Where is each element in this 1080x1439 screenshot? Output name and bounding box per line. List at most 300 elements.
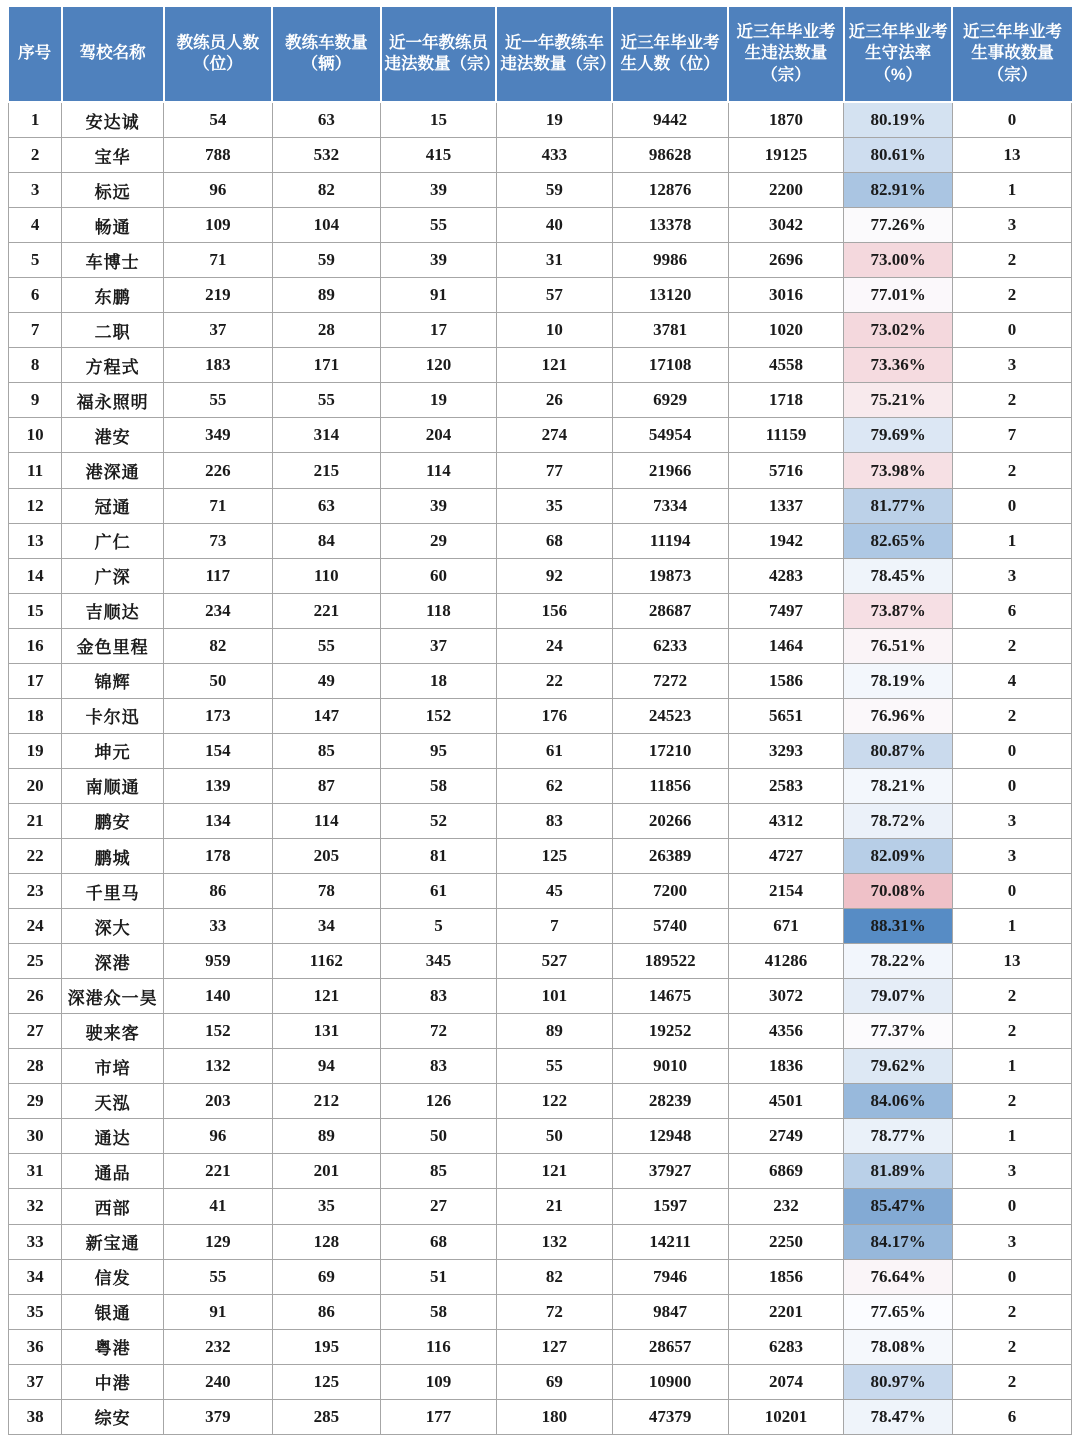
- cell-graduate-compliance-rate-3yr: 77.65%: [844, 1294, 952, 1329]
- cell-instructor-violations-1yr: 72: [381, 1014, 497, 1049]
- table-row: [9, 138, 1072, 173]
- cell-graduate-violations-3yr: 2201: [728, 1294, 844, 1329]
- table-row: [9, 523, 1072, 558]
- cell-serial-number: 22: [9, 839, 62, 874]
- cell-graduate-violations-3yr: 11159: [728, 418, 844, 453]
- cell-training-car-count: 221: [272, 593, 380, 628]
- cell-instructor-count: 132: [164, 1049, 272, 1084]
- cell-car-violations-1yr: 50: [496, 1119, 612, 1154]
- cell-graduates-3yr: 6233: [612, 628, 728, 663]
- cell-graduates-3yr: 10900: [612, 1364, 728, 1399]
- cell-graduate-accidents-3yr: 4: [952, 663, 1071, 698]
- cell-car-violations-1yr: 10: [496, 313, 612, 348]
- column-header-training-car-count: 教练车数量（辆）: [272, 6, 380, 102]
- cell-graduate-compliance-rate-3yr: 80.97%: [844, 1364, 952, 1399]
- cell-school-name: 新宝通: [62, 1224, 164, 1259]
- cell-instructor-violations-1yr: 177: [381, 1399, 497, 1434]
- cell-instructor-count: 152: [164, 1014, 272, 1049]
- table-row: [9, 453, 1072, 488]
- cell-graduate-violations-3yr: 1718: [728, 383, 844, 418]
- cell-graduate-accidents-3yr: 0: [952, 102, 1071, 138]
- cell-instructor-violations-1yr: 39: [381, 243, 497, 278]
- cell-school-name: 吉顺达: [62, 593, 164, 628]
- table-row: [9, 909, 1072, 944]
- cell-graduate-accidents-3yr: 2: [952, 1364, 1071, 1399]
- cell-school-name: 银通: [62, 1294, 164, 1329]
- cell-training-car-count: 55: [272, 383, 380, 418]
- cell-instructor-count: 154: [164, 733, 272, 768]
- table-row: [9, 383, 1072, 418]
- cell-instructor-violations-1yr: 27: [381, 1189, 497, 1224]
- cell-car-violations-1yr: 82: [496, 1259, 612, 1294]
- cell-school-name: 畅通: [62, 208, 164, 243]
- table-header: [9, 6, 1072, 102]
- cell-instructor-violations-1yr: 95: [381, 733, 497, 768]
- cell-graduate-violations-3yr: 1586: [728, 663, 844, 698]
- cell-instructor-count: 96: [164, 173, 272, 208]
- cell-car-violations-1yr: 122: [496, 1084, 612, 1119]
- cell-graduate-compliance-rate-3yr: 70.08%: [844, 874, 952, 909]
- cell-car-violations-1yr: 35: [496, 488, 612, 523]
- cell-serial-number: 26: [9, 979, 62, 1014]
- cell-graduate-accidents-3yr: 2: [952, 453, 1071, 488]
- cell-graduate-compliance-rate-3yr: 80.87%: [844, 733, 952, 768]
- cell-instructor-violations-1yr: 60: [381, 558, 497, 593]
- cell-instructor-violations-1yr: 120: [381, 348, 497, 383]
- cell-graduate-violations-3yr: 41286: [728, 944, 844, 979]
- table-row: [9, 313, 1072, 348]
- table-row: [9, 1399, 1072, 1434]
- cell-training-car-count: 84: [272, 523, 380, 558]
- cell-car-violations-1yr: 127: [496, 1329, 612, 1364]
- cell-car-violations-1yr: 24: [496, 628, 612, 663]
- cell-school-name: 二职: [62, 313, 164, 348]
- cell-school-name: 东鹏: [62, 278, 164, 313]
- cell-graduate-violations-3yr: 3293: [728, 733, 844, 768]
- cell-graduate-violations-3yr: 671: [728, 909, 844, 944]
- cell-instructor-violations-1yr: 118: [381, 593, 497, 628]
- cell-training-car-count: 205: [272, 839, 380, 874]
- cell-graduates-3yr: 14675: [612, 979, 728, 1014]
- column-header-car-violations-1yr: 近一年教练车违法数量（宗）: [496, 6, 612, 102]
- table-row: [9, 348, 1072, 383]
- table-row: [9, 663, 1072, 698]
- table-row: [9, 1294, 1072, 1329]
- cell-serial-number: 32: [9, 1189, 62, 1224]
- cell-instructor-count: 221: [164, 1154, 272, 1189]
- cell-training-car-count: 147: [272, 698, 380, 733]
- cell-graduates-3yr: 12948: [612, 1119, 728, 1154]
- cell-school-name: 综安: [62, 1399, 164, 1434]
- cell-serial-number: 18: [9, 698, 62, 733]
- cell-graduate-accidents-3yr: 0: [952, 733, 1071, 768]
- cell-graduate-compliance-rate-3yr: 79.69%: [844, 418, 952, 453]
- cell-graduates-3yr: 189522: [612, 944, 728, 979]
- cell-training-car-count: 532: [272, 138, 380, 173]
- cell-graduate-accidents-3yr: 1: [952, 1119, 1071, 1154]
- cell-graduate-compliance-rate-3yr: 84.06%: [844, 1084, 952, 1119]
- cell-graduate-accidents-3yr: 3: [952, 803, 1071, 838]
- cell-graduate-accidents-3yr: 13: [952, 944, 1071, 979]
- cell-school-name: 中港: [62, 1364, 164, 1399]
- cell-school-name: 深大: [62, 909, 164, 944]
- cell-instructor-violations-1yr: 114: [381, 453, 497, 488]
- cell-graduate-compliance-rate-3yr: 78.08%: [844, 1329, 952, 1364]
- cell-instructor-count: 55: [164, 383, 272, 418]
- cell-school-name: 深港: [62, 944, 164, 979]
- cell-graduate-accidents-3yr: 0: [952, 488, 1071, 523]
- cell-school-name: 鹏城: [62, 839, 164, 874]
- cell-graduate-accidents-3yr: 3: [952, 208, 1071, 243]
- cell-graduate-compliance-rate-3yr: 78.47%: [844, 1399, 952, 1434]
- cell-graduates-3yr: 9847: [612, 1294, 728, 1329]
- cell-graduate-violations-3yr: 7497: [728, 593, 844, 628]
- cell-car-violations-1yr: 61: [496, 733, 612, 768]
- table-row: [9, 698, 1072, 733]
- cell-graduates-3yr: 13120: [612, 278, 728, 313]
- cell-instructor-violations-1yr: 18: [381, 663, 497, 698]
- cell-car-violations-1yr: 68: [496, 523, 612, 558]
- cell-school-name: 千里马: [62, 874, 164, 909]
- cell-instructor-count: 71: [164, 243, 272, 278]
- cell-serial-number: 20: [9, 768, 62, 803]
- cell-serial-number: 23: [9, 874, 62, 909]
- cell-graduates-3yr: 47379: [612, 1399, 728, 1434]
- cell-graduate-accidents-3yr: 0: [952, 768, 1071, 803]
- cell-instructor-count: 219: [164, 278, 272, 313]
- column-header-graduate-violations-3yr: 近三年毕业考生违法数量（宗）: [728, 6, 844, 102]
- cell-graduate-accidents-3yr: 2: [952, 1329, 1071, 1364]
- column-header-graduate-compliance-rate-3yr: 近三年毕业考生守法率（%）: [844, 6, 952, 102]
- cell-graduate-violations-3yr: 2154: [728, 874, 844, 909]
- cell-serial-number: 19: [9, 733, 62, 768]
- cell-school-name: 标远: [62, 173, 164, 208]
- cell-graduate-violations-3yr: 5716: [728, 453, 844, 488]
- cell-instructor-violations-1yr: 85: [381, 1154, 497, 1189]
- cell-graduate-compliance-rate-3yr: 73.98%: [844, 453, 952, 488]
- table-row: [9, 278, 1072, 313]
- cell-graduate-compliance-rate-3yr: 76.51%: [844, 628, 952, 663]
- cell-instructor-violations-1yr: 55: [381, 208, 497, 243]
- cell-serial-number: 35: [9, 1294, 62, 1329]
- cell-car-violations-1yr: 92: [496, 558, 612, 593]
- cell-graduates-3yr: 6929: [612, 383, 728, 418]
- cell-training-car-count: 94: [272, 1049, 380, 1084]
- cell-serial-number: 38: [9, 1399, 62, 1434]
- cell-instructor-violations-1yr: 83: [381, 1049, 497, 1084]
- cell-instructor-violations-1yr: 37: [381, 628, 497, 663]
- table-row: [9, 1014, 1072, 1049]
- table-row: [9, 173, 1072, 208]
- cell-instructor-count: 91: [164, 1294, 272, 1329]
- cell-instructor-count: 96: [164, 1119, 272, 1154]
- cell-graduates-3yr: 21966: [612, 453, 728, 488]
- cell-graduates-3yr: 11856: [612, 768, 728, 803]
- cell-training-car-count: 89: [272, 1119, 380, 1154]
- cell-training-car-count: 85: [272, 733, 380, 768]
- cell-graduate-compliance-rate-3yr: 84.17%: [844, 1224, 952, 1259]
- cell-graduate-compliance-rate-3yr: 73.00%: [844, 243, 952, 278]
- cell-instructor-count: 41: [164, 1189, 272, 1224]
- cell-school-name: 车博士: [62, 243, 164, 278]
- cell-graduate-accidents-3yr: 1: [952, 173, 1071, 208]
- cell-instructor-count: 139: [164, 768, 272, 803]
- cell-serial-number: 37: [9, 1364, 62, 1399]
- cell-graduate-compliance-rate-3yr: 78.19%: [844, 663, 952, 698]
- cell-graduate-accidents-3yr: 13: [952, 138, 1071, 173]
- cell-graduate-accidents-3yr: 2: [952, 628, 1071, 663]
- cell-graduate-violations-3yr: 1836: [728, 1049, 844, 1084]
- cell-car-violations-1yr: 55: [496, 1049, 612, 1084]
- cell-school-name: 宝华: [62, 138, 164, 173]
- cell-school-name: 粤港: [62, 1329, 164, 1364]
- cell-instructor-violations-1yr: 19: [381, 383, 497, 418]
- cell-serial-number: 7: [9, 313, 62, 348]
- cell-instructor-violations-1yr: 52: [381, 803, 497, 838]
- cell-serial-number: 6: [9, 278, 62, 313]
- table-body: [9, 102, 1072, 1435]
- cell-graduates-3yr: 7200: [612, 874, 728, 909]
- cell-instructor-count: 109: [164, 208, 272, 243]
- cell-car-violations-1yr: 31: [496, 243, 612, 278]
- cell-graduate-accidents-3yr: 6: [952, 1399, 1071, 1434]
- cell-car-violations-1yr: 72: [496, 1294, 612, 1329]
- cell-serial-number: 14: [9, 558, 62, 593]
- cell-graduate-compliance-rate-3yr: 73.02%: [844, 313, 952, 348]
- cell-graduate-compliance-rate-3yr: 77.26%: [844, 208, 952, 243]
- cell-graduate-compliance-rate-3yr: 81.77%: [844, 488, 952, 523]
- cell-training-car-count: 34: [272, 909, 380, 944]
- cell-serial-number: 1: [9, 102, 62, 138]
- cell-car-violations-1yr: 180: [496, 1399, 612, 1434]
- cell-graduate-compliance-rate-3yr: 78.21%: [844, 768, 952, 803]
- cell-graduate-accidents-3yr: 0: [952, 313, 1071, 348]
- cell-graduates-3yr: 11194: [612, 523, 728, 558]
- cell-instructor-count: 349: [164, 418, 272, 453]
- cell-instructor-count: 54: [164, 102, 272, 138]
- cell-school-name: 福永照明: [62, 383, 164, 418]
- cell-instructor-count: 232: [164, 1329, 272, 1364]
- cell-instructor-violations-1yr: 61: [381, 874, 497, 909]
- cell-car-violations-1yr: 433: [496, 138, 612, 173]
- cell-serial-number: 31: [9, 1154, 62, 1189]
- cell-graduate-violations-3yr: 4501: [728, 1084, 844, 1119]
- cell-car-violations-1yr: 125: [496, 839, 612, 874]
- cell-graduate-accidents-3yr: 1: [952, 909, 1071, 944]
- cell-serial-number: 9: [9, 383, 62, 418]
- cell-instructor-violations-1yr: 109: [381, 1364, 497, 1399]
- column-header-graduate-accidents-3yr: 近三年毕业考生事故数量（宗）: [952, 6, 1071, 102]
- cell-graduate-accidents-3yr: 2: [952, 383, 1071, 418]
- cell-instructor-count: 82: [164, 628, 272, 663]
- cell-training-car-count: 87: [272, 768, 380, 803]
- cell-graduate-violations-3yr: 6869: [728, 1154, 844, 1189]
- cell-instructor-count: 73: [164, 523, 272, 558]
- cell-graduate-violations-3yr: 1337: [728, 488, 844, 523]
- cell-graduate-accidents-3yr: 3: [952, 839, 1071, 874]
- cell-school-name: 广仁: [62, 523, 164, 558]
- cell-instructor-violations-1yr: 68: [381, 1224, 497, 1259]
- cell-instructor-count: 240: [164, 1364, 272, 1399]
- cell-car-violations-1yr: 59: [496, 173, 612, 208]
- cell-car-violations-1yr: 21: [496, 1189, 612, 1224]
- cell-instructor-count: 140: [164, 979, 272, 1014]
- table-row: [9, 733, 1072, 768]
- column-header-instructor-count: 教练员人数（位）: [164, 6, 272, 102]
- cell-serial-number: 5: [9, 243, 62, 278]
- column-header-serial-number: 序号: [9, 6, 62, 102]
- cell-graduate-compliance-rate-3yr: 82.91%: [844, 173, 952, 208]
- cell-training-car-count: 212: [272, 1084, 380, 1119]
- cell-car-violations-1yr: 156: [496, 593, 612, 628]
- cell-serial-number: 25: [9, 944, 62, 979]
- cell-serial-number: 21: [9, 803, 62, 838]
- cell-instructor-violations-1yr: 204: [381, 418, 497, 453]
- cell-graduate-violations-3yr: 4312: [728, 803, 844, 838]
- cell-training-car-count: 63: [272, 102, 380, 138]
- cell-school-name: 通品: [62, 1154, 164, 1189]
- cell-graduates-3yr: 1597: [612, 1189, 728, 1224]
- cell-school-name: 西部: [62, 1189, 164, 1224]
- cell-graduates-3yr: 7272: [612, 663, 728, 698]
- cell-graduate-accidents-3yr: 0: [952, 874, 1071, 909]
- cell-graduate-violations-3yr: 1870: [728, 102, 844, 138]
- cell-graduate-violations-3yr: 1856: [728, 1259, 844, 1294]
- cell-graduate-violations-3yr: 5651: [728, 698, 844, 733]
- cell-graduate-compliance-rate-3yr: 82.09%: [844, 839, 952, 874]
- cell-car-violations-1yr: 101: [496, 979, 612, 1014]
- cell-school-name: 卡尔迅: [62, 698, 164, 733]
- cell-school-name: 市培: [62, 1049, 164, 1084]
- cell-training-car-count: 131: [272, 1014, 380, 1049]
- cell-school-name: 通达: [62, 1119, 164, 1154]
- table-row: [9, 1329, 1072, 1364]
- cell-graduates-3yr: 5740: [612, 909, 728, 944]
- cell-instructor-count: 55: [164, 1259, 272, 1294]
- cell-graduate-violations-3yr: 1942: [728, 523, 844, 558]
- cell-instructor-count: 959: [164, 944, 272, 979]
- cell-training-car-count: 35: [272, 1189, 380, 1224]
- cell-instructor-count: 178: [164, 839, 272, 874]
- cell-graduate-accidents-3yr: 1: [952, 1049, 1071, 1084]
- cell-graduates-3yr: 9010: [612, 1049, 728, 1084]
- column-header-instructor-violations-1yr: 近一年教练员违法数量（宗）: [381, 6, 497, 102]
- cell-graduate-compliance-rate-3yr: 80.61%: [844, 138, 952, 173]
- cell-graduate-accidents-3yr: 0: [952, 1259, 1071, 1294]
- cell-training-car-count: 128: [272, 1224, 380, 1259]
- cell-serial-number: 36: [9, 1329, 62, 1364]
- cell-training-car-count: 63: [272, 488, 380, 523]
- cell-instructor-count: 86: [164, 874, 272, 909]
- cell-serial-number: 4: [9, 208, 62, 243]
- table-row: [9, 243, 1072, 278]
- cell-instructor-violations-1yr: 91: [381, 278, 497, 313]
- cell-graduates-3yr: 28687: [612, 593, 728, 628]
- cell-training-car-count: 110: [272, 558, 380, 593]
- cell-training-car-count: 86: [272, 1294, 380, 1329]
- cell-graduate-accidents-3yr: 0: [952, 1189, 1071, 1224]
- cell-graduate-compliance-rate-3yr: 88.31%: [844, 909, 952, 944]
- cell-graduate-violations-3yr: 3042: [728, 208, 844, 243]
- table-row: [9, 979, 1072, 1014]
- cell-graduates-3yr: 37927: [612, 1154, 728, 1189]
- cell-graduate-compliance-rate-3yr: 79.07%: [844, 979, 952, 1014]
- cell-instructor-violations-1yr: 152: [381, 698, 497, 733]
- cell-car-violations-1yr: 69: [496, 1364, 612, 1399]
- cell-graduate-compliance-rate-3yr: 81.89%: [844, 1154, 952, 1189]
- cell-serial-number: 34: [9, 1259, 62, 1294]
- cell-graduate-violations-3yr: 3016: [728, 278, 844, 313]
- table-row: [9, 208, 1072, 243]
- cell-school-name: 广深: [62, 558, 164, 593]
- cell-instructor-violations-1yr: 345: [381, 944, 497, 979]
- cell-serial-number: 16: [9, 628, 62, 663]
- cell-school-name: 信发: [62, 1259, 164, 1294]
- cell-serial-number: 17: [9, 663, 62, 698]
- cell-car-violations-1yr: 527: [496, 944, 612, 979]
- cell-graduate-accidents-3yr: 2: [952, 979, 1071, 1014]
- cell-instructor-count: 33: [164, 909, 272, 944]
- table-row: [9, 839, 1072, 874]
- cell-instructor-violations-1yr: 415: [381, 138, 497, 173]
- cell-training-car-count: 121: [272, 979, 380, 1014]
- cell-school-name: 驶来客: [62, 1014, 164, 1049]
- cell-instructor-count: 788: [164, 138, 272, 173]
- cell-instructor-count: 226: [164, 453, 272, 488]
- cell-graduates-3yr: 26389: [612, 839, 728, 874]
- cell-graduate-violations-3yr: 1464: [728, 628, 844, 663]
- cell-instructor-violations-1yr: 58: [381, 1294, 497, 1329]
- cell-instructor-count: 173: [164, 698, 272, 733]
- table-row: [9, 593, 1072, 628]
- cell-graduates-3yr: 19252: [612, 1014, 728, 1049]
- cell-graduates-3yr: 9442: [612, 102, 728, 138]
- cell-car-violations-1yr: 121: [496, 348, 612, 383]
- cell-serial-number: 3: [9, 173, 62, 208]
- table-row: [9, 102, 1072, 138]
- table-row: [9, 768, 1072, 803]
- cell-school-name: 冠通: [62, 488, 164, 523]
- cell-training-car-count: 78: [272, 874, 380, 909]
- cell-training-car-count: 114: [272, 803, 380, 838]
- table-row: [9, 1364, 1072, 1399]
- cell-training-car-count: 215: [272, 453, 380, 488]
- cell-instructor-count: 183: [164, 348, 272, 383]
- cell-instructor-violations-1yr: 29: [381, 523, 497, 558]
- cell-graduates-3yr: 17108: [612, 348, 728, 383]
- cell-training-car-count: 55: [272, 628, 380, 663]
- cell-graduate-compliance-rate-3yr: 78.77%: [844, 1119, 952, 1154]
- cell-graduates-3yr: 7334: [612, 488, 728, 523]
- cell-graduate-compliance-rate-3yr: 76.96%: [844, 698, 952, 733]
- cell-graduate-accidents-3yr: 3: [952, 1154, 1071, 1189]
- cell-graduate-accidents-3yr: 6: [952, 593, 1071, 628]
- table-row: [9, 558, 1072, 593]
- cell-graduate-violations-3yr: 232: [728, 1189, 844, 1224]
- cell-graduates-3yr: 17210: [612, 733, 728, 768]
- cell-graduate-violations-3yr: 19125: [728, 138, 844, 173]
- cell-training-car-count: 314: [272, 418, 380, 453]
- cell-graduate-violations-3yr: 10201: [728, 1399, 844, 1434]
- cell-graduate-accidents-3yr: 1: [952, 523, 1071, 558]
- table-row: [9, 628, 1072, 663]
- cell-graduate-compliance-rate-3yr: 75.21%: [844, 383, 952, 418]
- cell-serial-number: 2: [9, 138, 62, 173]
- cell-graduate-accidents-3yr: 3: [952, 348, 1071, 383]
- cell-training-car-count: 195: [272, 1329, 380, 1364]
- cell-instructor-count: 129: [164, 1224, 272, 1259]
- cell-graduate-violations-3yr: 4558: [728, 348, 844, 383]
